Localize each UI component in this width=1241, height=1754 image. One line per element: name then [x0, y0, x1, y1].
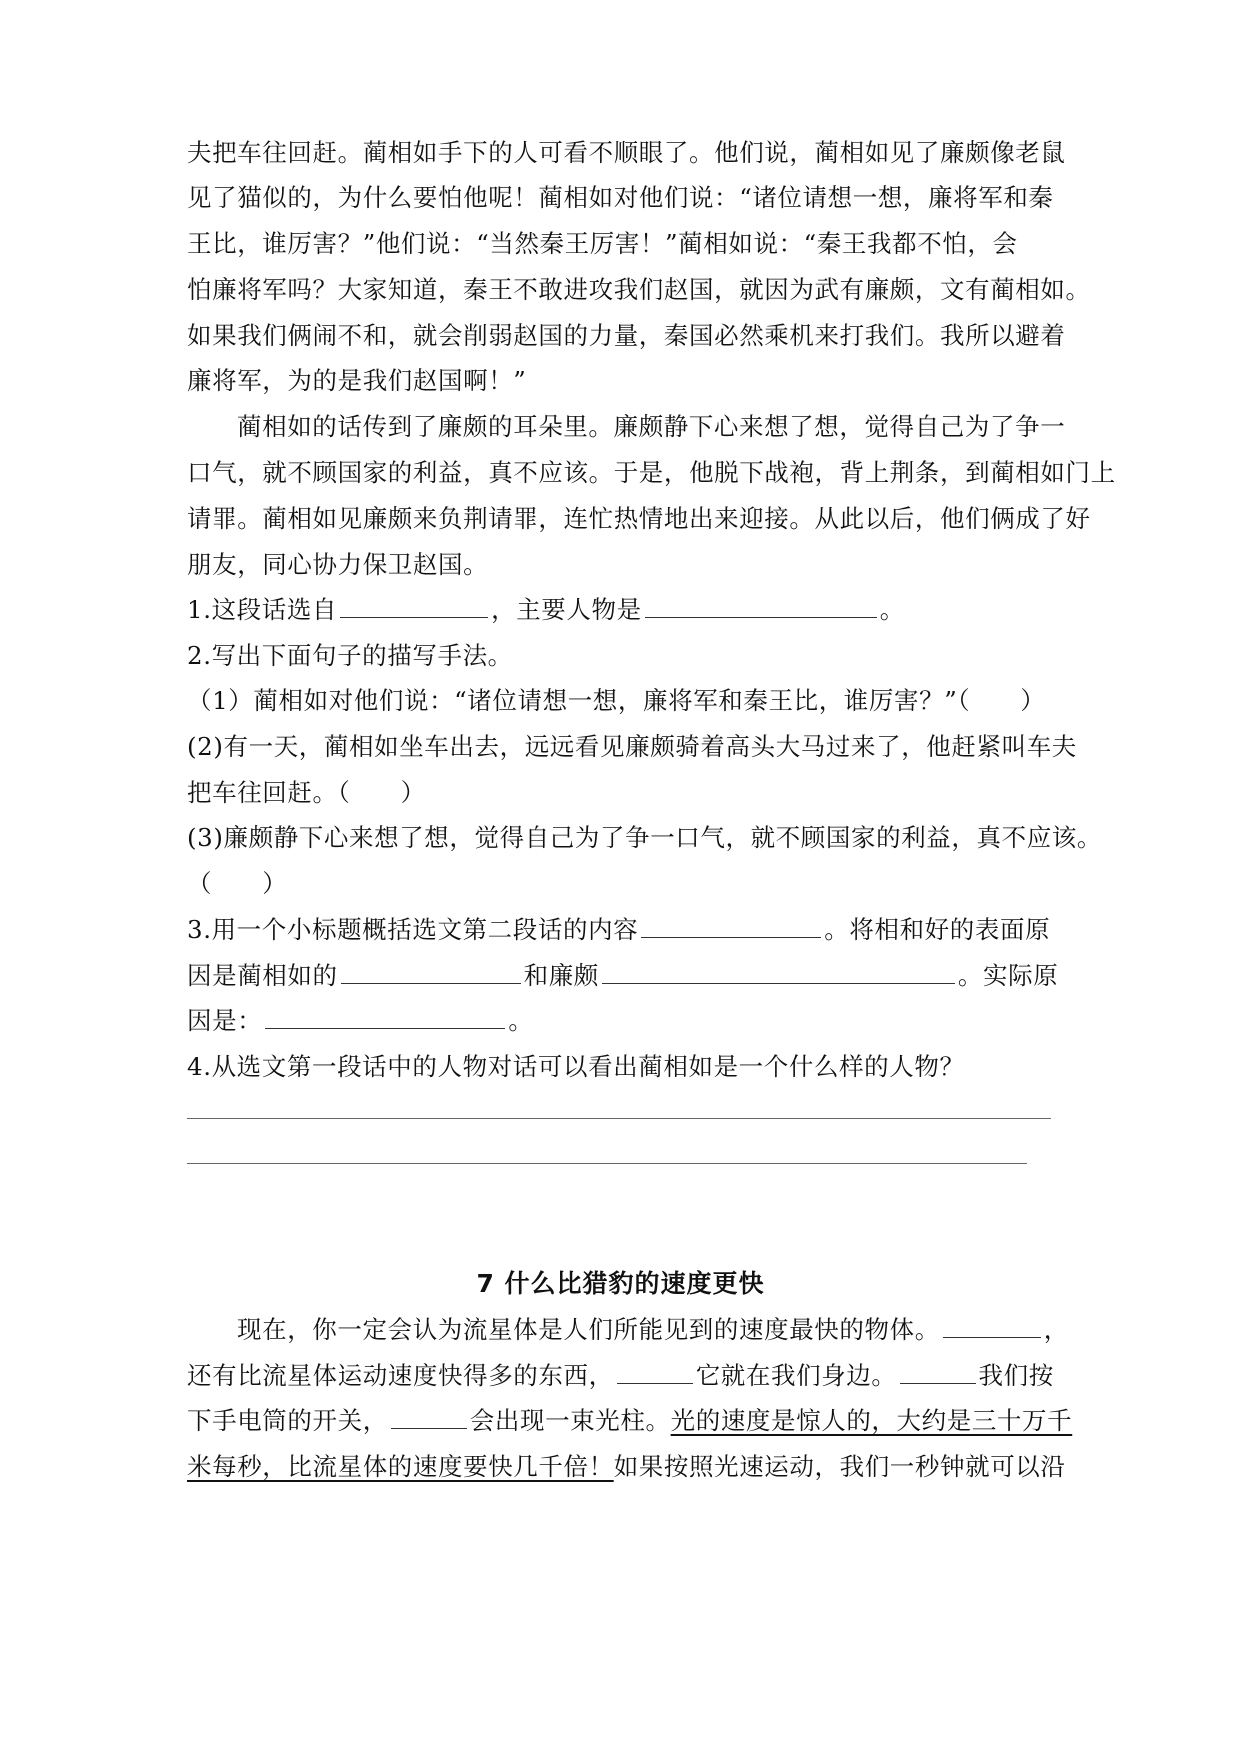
passage2-title: 7 什么比猎豹的速度更快	[476, 1269, 765, 1298]
q3-lian-reason-blank[interactable]	[602, 959, 955, 984]
question-2-3-line-2: （ ）	[187, 869, 288, 898]
passage1-line-5: 如果我们俩闹不和，就会削弱赵国的力量，秦国必然乘机来打我们。我所以避着	[187, 321, 1066, 350]
passage2-blank-1[interactable]	[943, 1313, 1041, 1338]
question-2-2-line-1: (2)有一天，蔺相如坐车出去，远远看见廉颇骑着高头大马过来了，他赶紧叫车夫	[187, 732, 1077, 761]
passage2-line-4: 米每秒，比流星体的速度要快几千倍！如果按照光速运动，我们一秒钟就可以沿	[187, 1452, 1066, 1481]
question-3-line-1: 3.用一个小标题概括选文第二段话的内容 。将相和好的表面原	[187, 915, 1051, 944]
q3-subtitle-blank[interactable]	[641, 913, 821, 938]
passage2-blank-3[interactable]	[900, 1359, 976, 1384]
q4-answer-line-2[interactable]	[187, 1163, 1027, 1164]
passage1-line-3: 王比，谁厉害？”他们说：“当然秦王厉害！”蔺相如说：“秦王我都不怕，会	[187, 229, 1018, 258]
q1-characters-blank[interactable]	[645, 593, 877, 618]
passage1-line-4: 怕廉将军吗？大家知道，秦王不敢进攻我们赵国，就因为武有廉颇，文有蔺相如。	[187, 275, 1091, 304]
question-2: 2.写出下面句子的描写手法。	[187, 641, 513, 670]
passage2-line-1: 现在，你一定会认为流星体是人们所能见到的速度最快的物体。 ，	[237, 1315, 1069, 1344]
question-3-line-2: 因是蔺相如的 和廉颇 。实际原	[187, 961, 1059, 990]
passage2-line-3: 下手电筒的开关， 会出现一束光柱。光的速度是惊人的，大约是三十万千	[187, 1406, 1073, 1435]
question-3-line-3: 因是： 。	[187, 1006, 534, 1035]
passage1-para2-line-2: 口气，就不顾国家的利益，真不应该。于是，他脱下战袍，背上荆条，到蔺相如门上	[187, 458, 1116, 487]
question-1: 1.这段话选自 ，主要人物是 。	[187, 595, 905, 624]
passage1-para2-line-4: 朋友，同心协力保卫赵国。	[187, 550, 489, 579]
passage2-line-2: 还有比流星体运动速度快得多的东西， 它就在我们身边。 我们按	[187, 1361, 1054, 1390]
passage1-para2-line-3: 请罪。蔺相如见廉颇来负荆请罪，连忙热情地出来迎接。从此以后，他们俩成了好	[187, 504, 1091, 533]
q3-actual-reason-blank[interactable]	[265, 1004, 505, 1029]
passage2-blank-2[interactable]	[617, 1359, 693, 1384]
q4-answer-line-1[interactable]	[187, 1118, 1051, 1119]
question-4: 4.从选文第一段话中的人物对话可以看出蔺相如是一个什么样的人物？	[187, 1052, 965, 1081]
passage1-line-6: 廉将军，为的是我们赵国啊！”	[187, 366, 527, 395]
passage2-underlined-sentence-part2: 米每秒，比流星体的速度要快几千倍！	[187, 1452, 614, 1481]
passage2-blank-4[interactable]	[391, 1404, 467, 1429]
passage1-para2-line-1: 蔺相如的话传到了廉颇的耳朵里。廉颇静下心来想了想，觉得自己为了争一	[237, 412, 1066, 441]
question-2-2-line-2: 把车往回赶。（ ）	[187, 778, 426, 807]
passage1-line-2: 见了猫似的，为什么要怕他呢！蔺相如对他们说：“诸位请想一想，廉将军和秦	[187, 183, 1054, 212]
q3-lin-reason-blank[interactable]	[341, 959, 521, 984]
q1-source-blank[interactable]	[340, 593, 488, 618]
passage2-underlined-sentence-part1: 光的速度是惊人的，大约是三十万千	[670, 1406, 1073, 1435]
passage1-line-1: 夫把车往回赶。蔺相如手下的人可看不顺眼了。他们说，蔺相如见了廉颇像老鼠	[187, 138, 1066, 167]
question-2-1: （1）蔺相如对他们说：“诸位请想一想，廉将军和秦王比，谁厉害？”（ ）	[187, 686, 1046, 715]
question-2-3-line-1: (3)廉颇静下心来想了想，觉得自己为了争一口气，就不顾国家的利益，真不应该。	[187, 823, 1103, 852]
